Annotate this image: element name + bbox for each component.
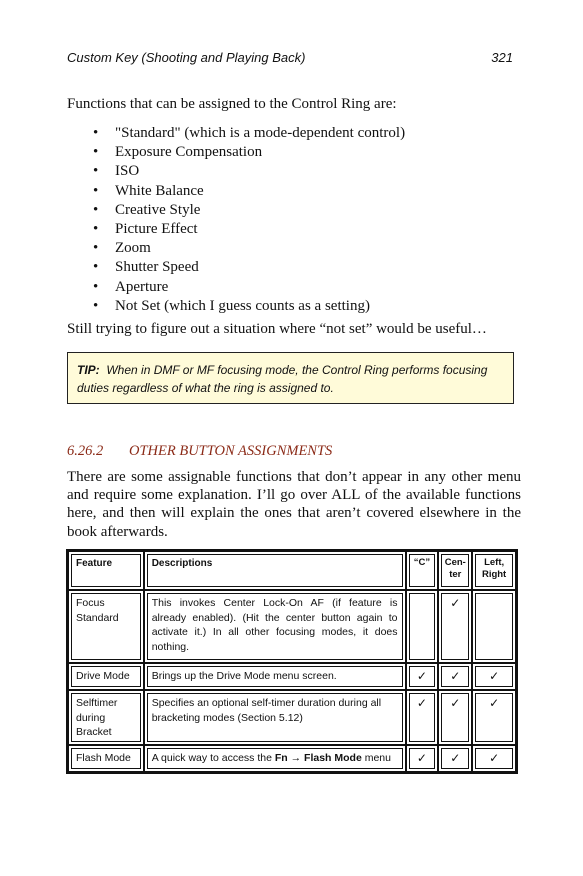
list-item: • Picture Effect [67, 220, 405, 239]
list-item: • Zoom [67, 239, 405, 258]
button-assignment-table [66, 549, 518, 774]
description-cell: A quick way to access the Fn → Flash Mode menu [144, 745, 406, 772]
bullet-icon: • [93, 182, 99, 199]
c-check-cell: ✓ [406, 690, 439, 745]
list-item: • Not Set (which I guess counts as a setting) [67, 297, 405, 316]
bullet-icon: • [93, 297, 99, 314]
section-title: OTHER BUTTON ASSIGNMENTS [129, 443, 333, 459]
left-right-check-cell: ✓ [472, 745, 516, 772]
bullet-icon: • [93, 201, 99, 218]
intro-text: Functions that can be assigned to the Control Ring are: [67, 96, 397, 112]
list-item: • Shutter Speed [67, 258, 405, 277]
section-heading [67, 443, 332, 460]
center-check-cell: ✓ [438, 745, 472, 772]
list-item: • Exposure Compensation [67, 143, 405, 162]
bullet-icon: • [93, 125, 99, 141]
header-feature: Feature [68, 551, 144, 590]
body-paragraph: There are some assignable functions that don’t appear in any other menu and require some explanation. I’ll go over ALL of the available functions here, and then will explain the ones that aren’t covered elsewhere in the book afterwards. [67, 469, 521, 540]
list-item: • Aperture [67, 278, 405, 297]
chapter-title: Custom Key (Shooting and Playing Back) [67, 50, 306, 65]
section-number: 6.26.2 [67, 443, 104, 459]
page-number: 321 [491, 50, 513, 65]
description-cell: Brings up the Drive Mode menu screen. [144, 663, 406, 690]
feature-cell: Flash Mode [68, 745, 144, 772]
arrow-right-icon: → [290, 752, 302, 764]
tip-text: When in DMF or MF focusing mode, the Control Ring performs focusing duties regardless of what the ring is assigned to. [77, 363, 488, 395]
center-check-cell: ✓ [438, 690, 472, 745]
c-check-cell: ✓ [406, 663, 439, 690]
description-cell: This invokes Center Lock-On AF (if feature is already enabled). (Hit the center button again to activate it.) In all other focusing modes, it does nothing. [144, 590, 406, 663]
list-item: • White Balance [67, 182, 405, 201]
center-check-cell: ✓ [438, 663, 472, 690]
header-center: Cen- ter [438, 551, 472, 590]
header-c: “C” [406, 551, 439, 590]
bullet-icon: • [93, 240, 99, 257]
bullet-icon: • [93, 259, 99, 276]
tip-label: TIP: [77, 363, 100, 377]
header-left-right: Left, Right [472, 551, 516, 590]
bullet-icon: • [93, 278, 99, 295]
table-row [68, 590, 516, 663]
running-header [67, 50, 513, 68]
table-row [68, 745, 516, 772]
control-ring-function-list [67, 124, 405, 316]
list-item: • Creative Style [67, 201, 405, 220]
feature-cell: Drive Mode [68, 663, 144, 690]
bullet-icon: • [93, 163, 99, 180]
list-item: • "Standard" (which is a mode-dependent control) [67, 124, 405, 143]
tip-box [67, 352, 514, 404]
left-right-check-cell [472, 590, 516, 663]
c-check-cell: ✓ [406, 745, 439, 772]
header-descriptions: Descriptions [144, 551, 406, 590]
c-check-cell [406, 590, 439, 663]
left-right-check-cell: ✓ [472, 690, 516, 745]
feature-cell: Selftimer during Bracket [68, 690, 144, 745]
bullet-icon: • [93, 144, 99, 161]
table-row [68, 663, 516, 690]
bullet-icon: • [93, 220, 99, 237]
feature-cell: Focus Standard [68, 590, 144, 663]
description-cell: Specifies an optional self-timer duration during all bracketing modes (Section 5.12) [144, 690, 406, 745]
center-check-cell: ✓ [438, 590, 472, 663]
left-right-check-cell: ✓ [472, 663, 516, 690]
table-header-row [68, 551, 516, 590]
after-list-text: Still trying to figure out a situation where “not set” would be useful… [67, 321, 487, 337]
list-item: • ISO [67, 162, 405, 181]
table-row [68, 690, 516, 745]
